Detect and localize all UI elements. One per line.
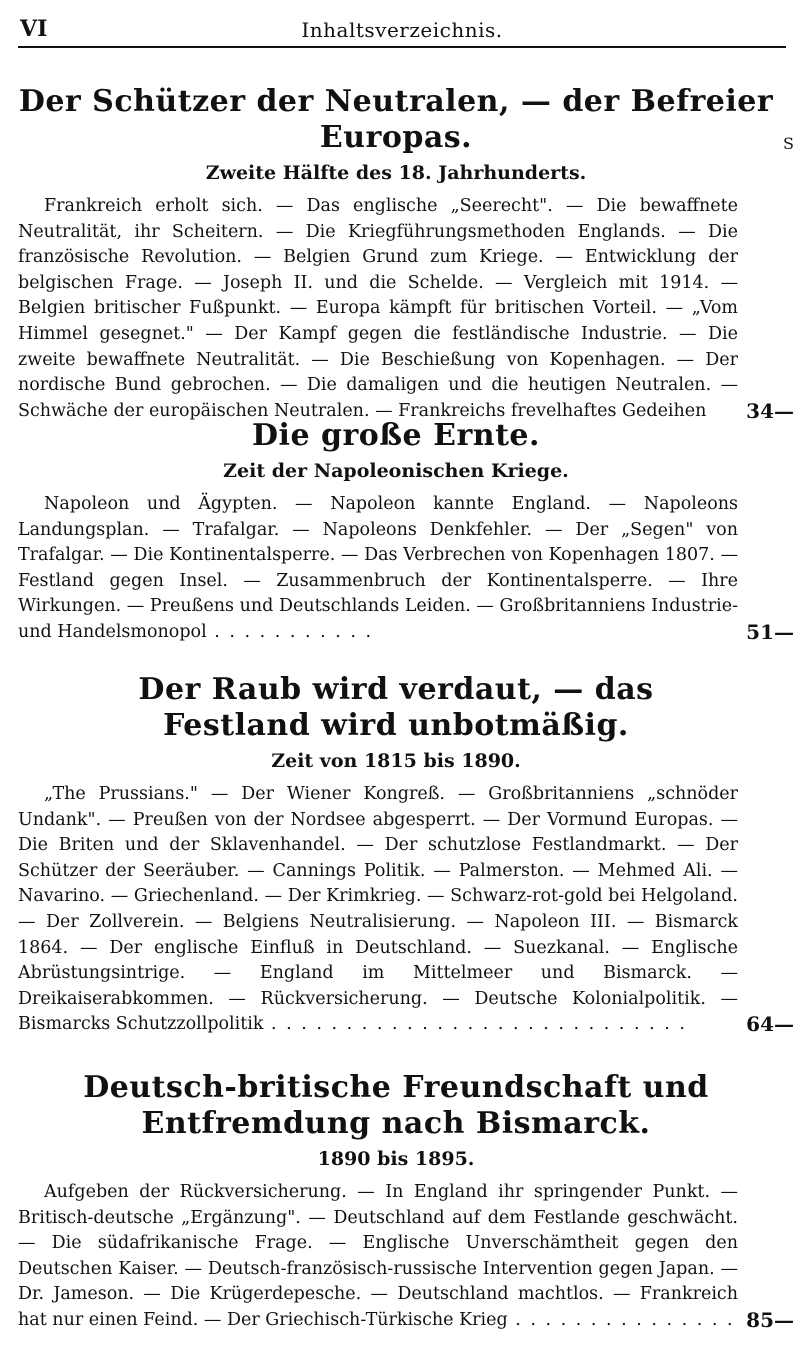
toc-section [18, 672, 794, 1038]
toc-section [18, 1070, 794, 1334]
entry-text: Aufgeben der Rückversicherung. — In England ihr springender Punkt. — Britisch-deutsche „Ergänzung". — Deutschland auf dem Festlande geschwächt. — Die südafrikanische Frage. — Englische Unverschämtheit gegen den Deutschen Kaiser. — Deutsch-französisch-russische Intervention gegen Japan. — Dr. Jameson. — Die Krügerdepesche. — Deutschland machtlos. — Frankreich hat nur einen Feind. — Der Griechisch-Türkische Krieg [18, 1182, 738, 1330]
section-title: Deutsch-britische Freundschaft und Entfremdung nach Bismarck. [83, 1070, 709, 1141]
dot-leader: . . . . . . . . . . . [206, 621, 374, 642]
running-title: Inhaltsverzeichnis. [301, 18, 503, 42]
toc-entry[interactable] [18, 194, 794, 424]
section-subtitle: Zeit der Napoleonischen Kriege. [223, 460, 569, 482]
section-subtitle: Zweite Hälfte des 18. Jahrhunderts. [205, 162, 587, 184]
page-reference: 34— [746, 398, 794, 423]
entry-text: Frankreich erholt sich. — Das englische „Seerecht". — Die bewaffnete Neutralität, ihr Scheitern. — Die Kriegführungsmethoden Englands. — Die französische Revolution. — Belgien Grund zum Kriege. — Entwicklung der belgischen Frage. — Joseph II. und die Schelde. — Vergleich mit 1914. — Belgien britischer Fußpunkt. — Europa kämpft für britischen Vorteil. — „Vom Himmel gesegnet." — Der Kampf gegen die festländische Industrie. — Die zweite bewaffnete Neutralität. — Die Beschießung von Kopenhagen. — Der nordische Bund gebrochen. — Die damaligen und die heutigen Neutralen. — Schwäche der europäischen Neutralen. — Frankreichs frevelhaftes Gedeihen [18, 196, 738, 421]
margin-mark: S [783, 134, 794, 153]
section-title: Die große Ernte. [252, 418, 540, 453]
page-reference: 64— [746, 1012, 794, 1037]
page-reference: 51— [746, 619, 794, 644]
toc-entry[interactable] [18, 782, 794, 1038]
dot-leader: . . . . . . . . . . . . . . . [507, 1309, 735, 1330]
page-reference: 85— [746, 1307, 794, 1332]
toc-entry[interactable] [18, 1180, 794, 1334]
page-header [20, 14, 784, 50]
page-number: VI [20, 16, 48, 42]
entry-text: Napoleon und Ägypten. — Napoleon kannte England. — Napoleons Landungsplan. — Trafalgar. — Napoleons Denkfehler. — Der „Segen" von Trafalgar. — Die Kontinentalsperre. — Das Verbrechen von Kopenhagen 1807. — Festland gegen Insel. — Zusammenbruch der Kontinentalsperre. — Ihre Wirkungen. — Preußens und Deutschlands Leiden. — Großbritanniens Industrie- und Handelsmonopol [18, 494, 738, 642]
header-rule [18, 46, 786, 48]
section-title: Der Raub wird verdaut, — das Festland wird unbotmäßig. [138, 672, 654, 743]
section-subtitle: Zeit von 1815 bis 1890. [271, 750, 521, 772]
toc-section [18, 418, 794, 646]
entry-text: „The Prussians." — Der Wiener Kongreß. — Großbritanniens „schnöder Undank". — Preußen von der Nordsee abgesperrt. — Der Vormund Europas. — Die Briten und der Sklavenhandel. — Der schutzlose Festlandmarkt. — Der Schützer der Seeräuber. — Cannings Politik. — Palmerston. — Mehmed Ali. — Navarino. — Griechenland. — Der Krimkrieg. — Schwarz-rot-gold bei Helgoland. — Der Zollverein. — Belgiens Neutralisierung. — Napoleon III. — Bismarck 1864. — Der englische Einfluß in Deutschland. — Suezkanal. — Englische Abrüstungsintrige. — England im Mittelmeer und Bismarck. — Dreikaiserabkommen. — Rückversicherung. — Deutsche Kolonialpolitik. — Bismarcks Schutzzollpolitik [18, 784, 738, 1035]
toc-entry[interactable] [18, 492, 794, 646]
dot-leader: . . . . . . . . . . . . . . . . . . . . . . . . . . . . [263, 1014, 687, 1035]
section-subtitle: 1890 bis 1895. [317, 1148, 475, 1170]
section-title: Der Schützer der Neutralen, — der Befreier Europas. [18, 84, 774, 155]
toc-section [18, 84, 794, 424]
